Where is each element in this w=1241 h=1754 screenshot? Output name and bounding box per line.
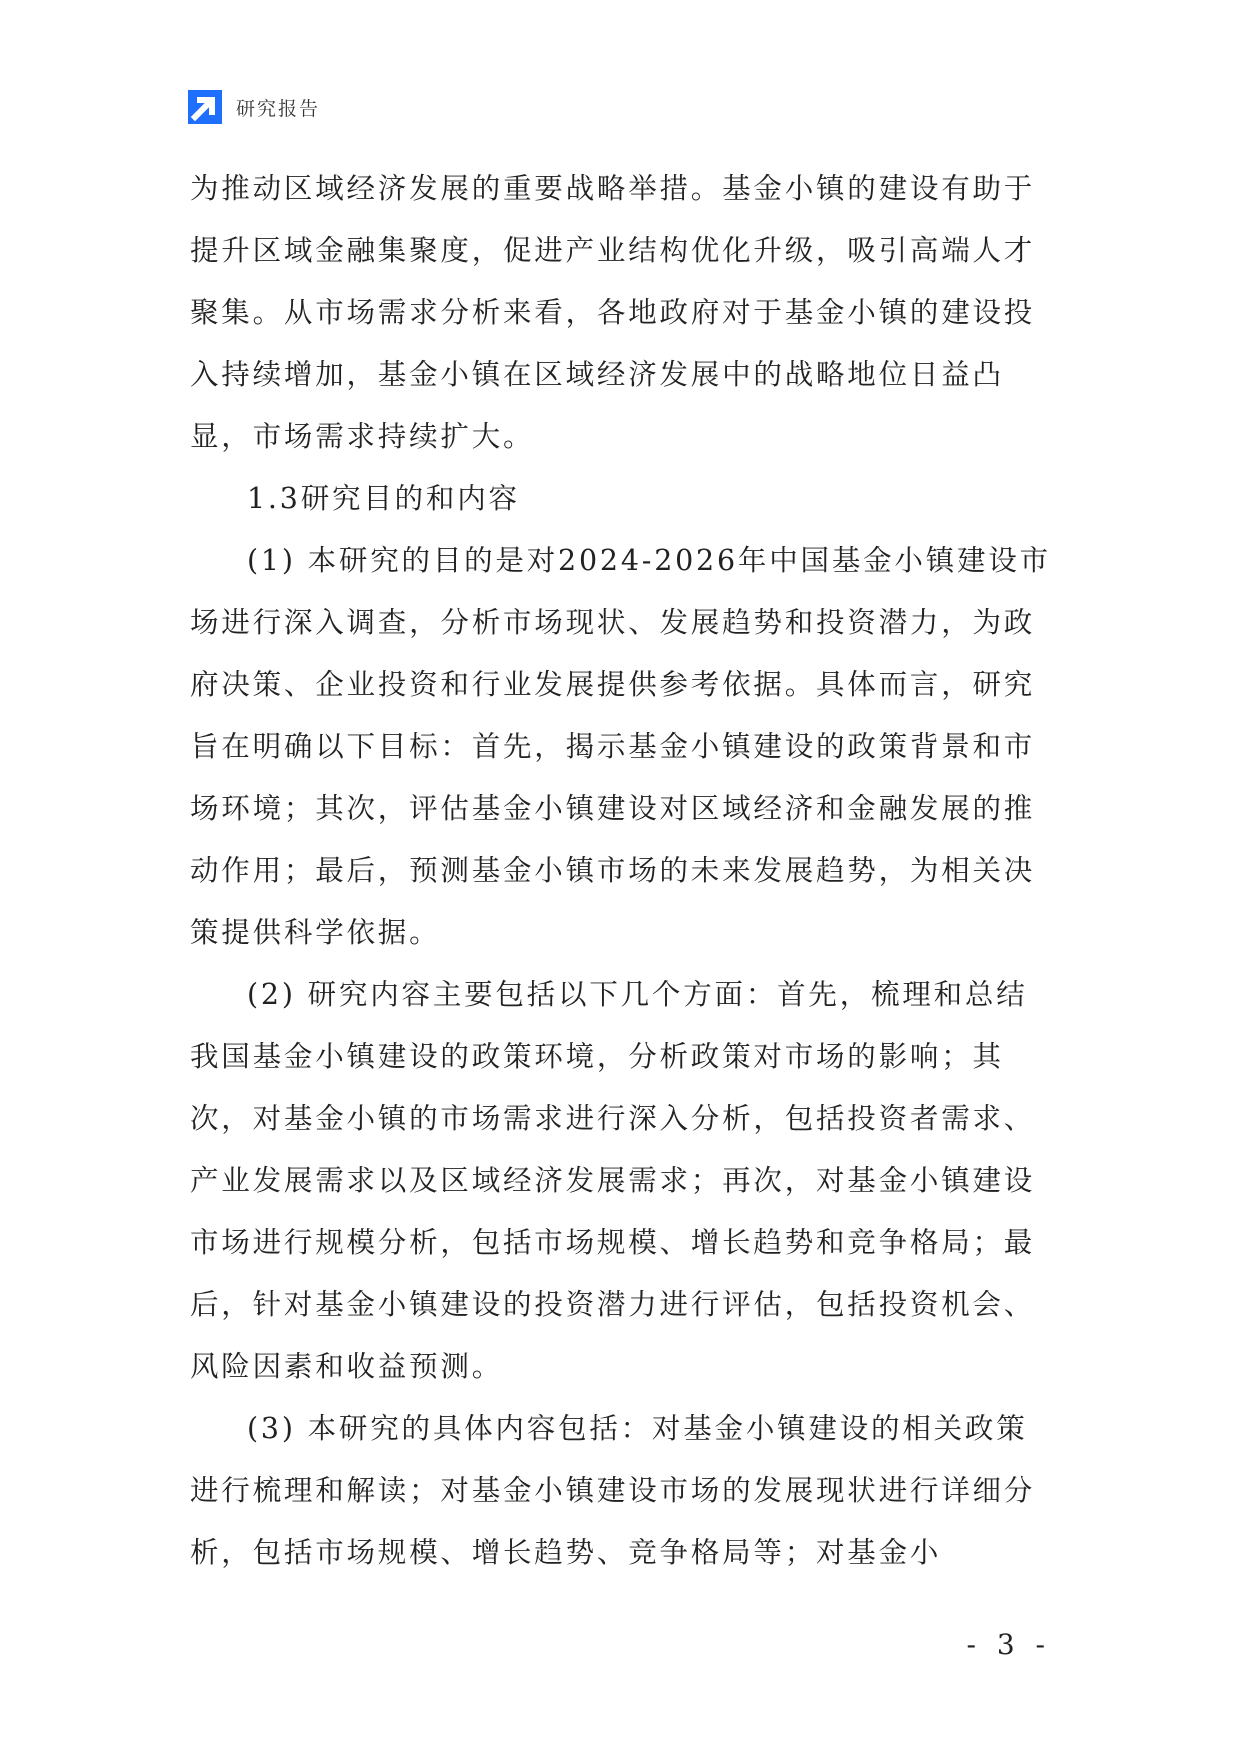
paragraph-content: (2) 研究内容主要包括以下几个方面：首先，梳理和总结我国基金小镇建设的政策环境，分析政策对市场的影响；其次，对基金小镇的市场需求进行深入分析，包括投资者需求、产业发展需求以及区域经济发展需求；再次，对基金小镇建设市场进行规模分析，包括市场规模、增长趋势和竞争格局；最后，针对基金小镇建设的投资潜力进行评估，包括投资机会、风险因素和收益预测。 <box>190 978 1036 1383</box>
arrow-logo-icon <box>188 90 222 124</box>
report-header <box>188 90 320 124</box>
paragraph-purpose: (1) 本研究的目的是对2024-2026年中国基金小镇建设市场进行深入调查，分析市场现状、发展趋势和投资潜力，为政府决策、企业投资和行业发展提供参考依据。具体而言，研究旨在明确以下目标：首先，揭示基金小镇建设的政策背景和市场环境；其次，评估基金小镇建设对区域经济和金融发展的推动作用；最后，预测基金小镇市场的未来发展趋势，为相关决策提供科学依据。 <box>190 544 1051 949</box>
paragraph-specifics: (3) 本研究的具体内容包括：对基金小镇建设的相关政策进行梳理和解读；对基金小镇建设市场的发展现状进行详细分析，包括市场规模、增长趋势、竞争格局等；对基金小 <box>190 1412 1036 1569</box>
section-heading: 1.3研究目的和内容 <box>247 482 520 515</box>
header-label: 研究报告 <box>236 97 321 120</box>
paragraph-continuation: 为推动区域经济发展的重要战略举措。基金小镇的建设有助于提升区域金融集聚度，促进产业结构优化升级，吸引高端人才聚集。从市场需求分析来看，各地政府对于基金小镇的建设投入持续增加，基金小镇在区域经济发展中的战略地位日益凸显，市场需求持续扩大。 <box>190 172 1036 453</box>
body-text <box>190 158 1055 1584</box>
page-number: - 3 - <box>966 1628 1051 1661</box>
